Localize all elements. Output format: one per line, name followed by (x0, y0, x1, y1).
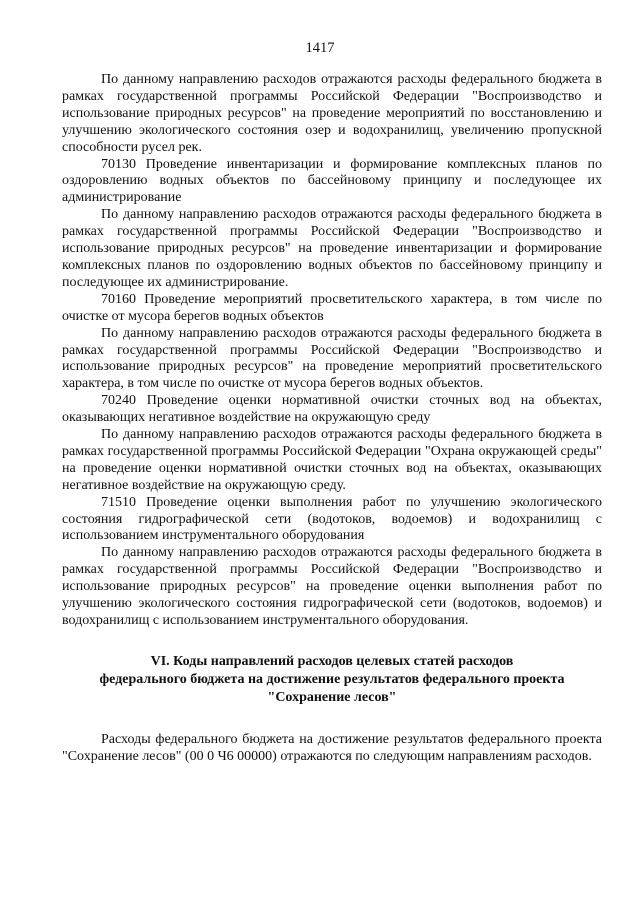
section-intro-paragraph: Расходы федерального бюджета на достижение результатов федерального проекта "Сохранение лесов" (00 0 Ч6 00000) отражаются по следующим направлениям расходов. (62, 731, 602, 764)
page-number: 1417 (305, 40, 335, 56)
section-heading-line: федерального бюджета на достижение результатов федерального проекта (99, 671, 565, 687)
paragraph-code-70130: 70130 Проведение инвентаризации и формирование комплексных планов по оздоровлению водных объектов по бассейновому принципу и последующее их администрирование (62, 156, 602, 206)
paragraph-expense-description: По данному направлению расходов отражаются расходы федерального бюджета в рамках государственной программы Российской Федерации "Воспроизводство и использование природных ресурсов" на проведение оценки выполнения работ по улучшению экологического состояния гидрографической сети (водотоков, водоемов) и водохранилищ с использованием инструментального оборудования. (62, 545, 602, 628)
paragraph-code-70160: 70160 Проведение мероприятий просветительского характера, в том числе по очистке от мусора берегов водных объектов (62, 291, 602, 324)
document-body (62, 72, 602, 766)
paragraph-expense-description: По данному направлению расходов отражаются расходы федерального бюджета в рамках государственной программы Российской Федерации "Охрана окружающей среды" на проведение оценки нормативной очистки сточных вод на объектах, оказывающих негативное воздействие на окружающую среду. (62, 427, 602, 493)
paragraph-expense-description: По данному направлению расходов отражаются расходы федерального бюджета в рамках государственной программы Российской Федерации "Воспроизводство и использование природных ресурсов" на проведение мероприятий просветительского характера, в том числе по очистке от мусора берегов водных объектов. (62, 325, 602, 392)
section-heading-line: VI. Коды направлений расходов целевых статей расходов (150, 653, 514, 669)
paragraph-code-71510: 71510 Проведение оценки выполнения работ по улучшению экологического состояния гидрографической сети (водотоков, водоемов) и водохранилищ с использованием инструментального оборудования (62, 494, 602, 544)
paragraph-expense-description: По данному направлению расходов отражаются расходы федерального бюджета в рамках государственной программы Российской Федерации "Воспроизводство и использование природных ресурсов" на проведение инвентаризации и формирование комплексных планов по оздоровлению водных объектов по бассейновому принципу и последующее их администрирование. (62, 207, 602, 290)
section-heading-line: "Сохранение лесов" (267, 689, 397, 705)
paragraph-code-70240: 70240 Проведение оценки нормативной очистки сточных вод на объектах, оказывающих негативное воздействие на окружающую среду (62, 393, 602, 426)
section-heading (58, 653, 606, 707)
paragraph-expense-description: По данному направлению расходов отражаются расходы федерального бюджета в рамках государственной программы Российской Федерации "Воспроизводство и использование природных ресурсов" на проведение мероприятий по восстановлению и улучшению экологического состояния озер и водохранилищ, увеличению пропускной способности русел рек. (62, 72, 602, 155)
